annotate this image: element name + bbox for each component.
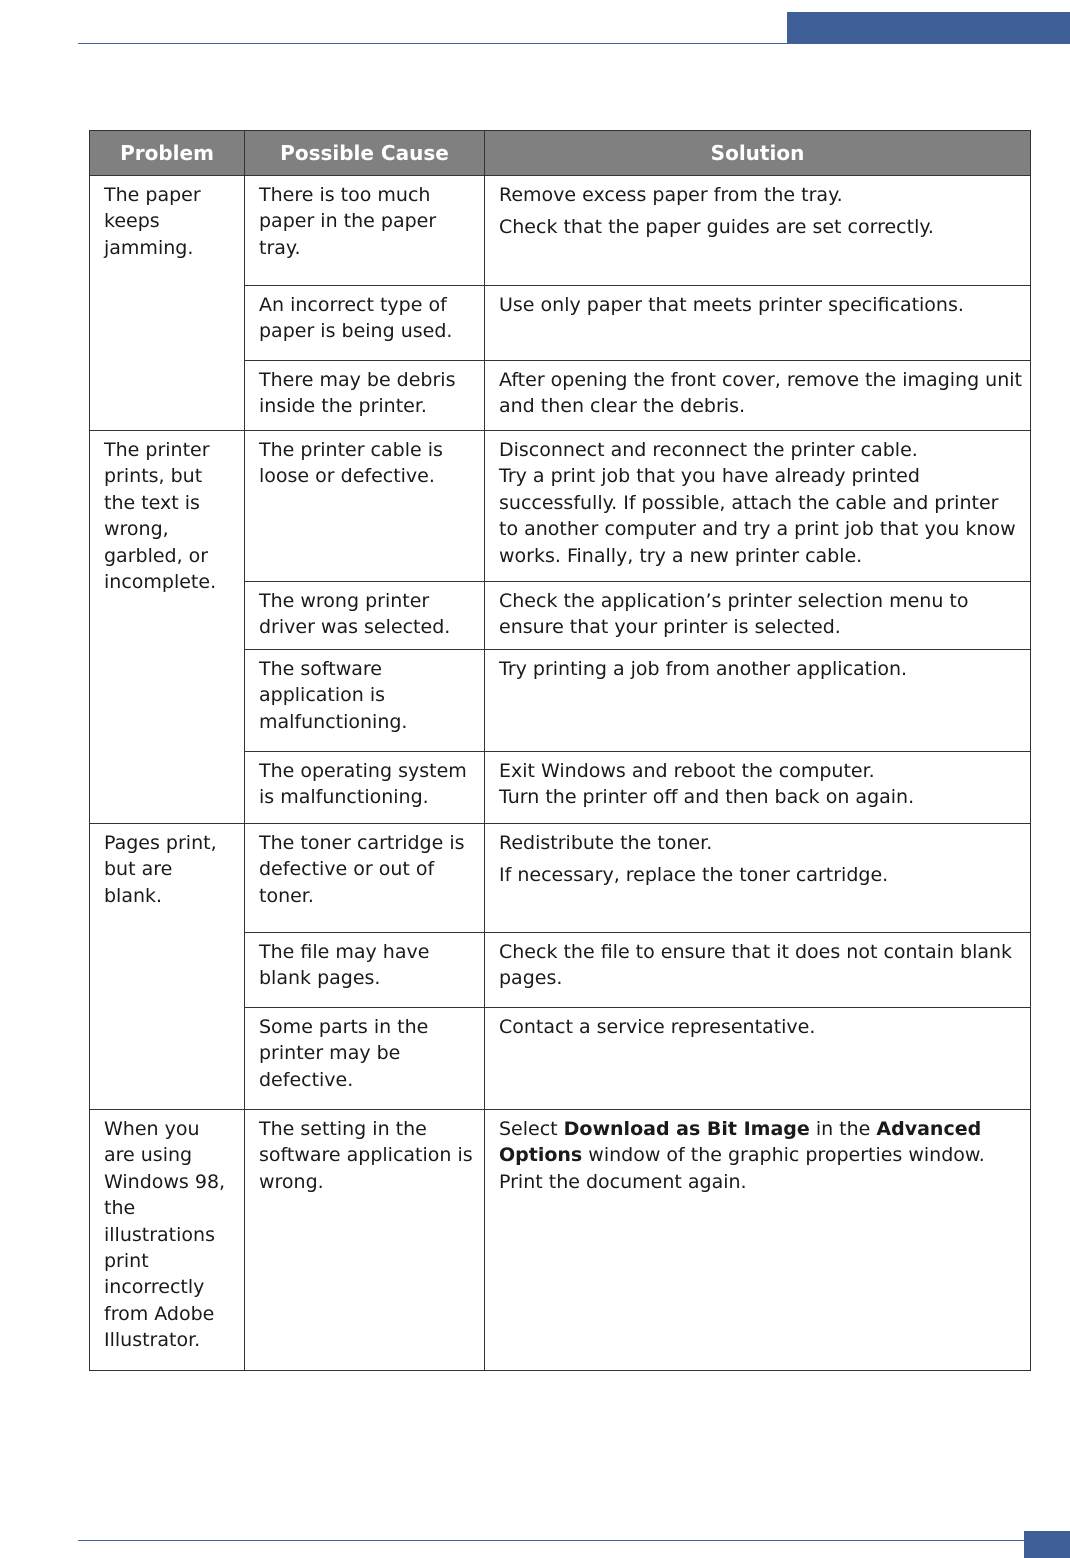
troubleshooting-table xyxy=(89,130,1031,1371)
table-row xyxy=(90,176,1031,286)
header-problem: Problem xyxy=(90,131,245,176)
solution-cell xyxy=(485,824,1031,933)
solution-cell xyxy=(485,650,1031,752)
solution-cell xyxy=(485,582,1031,650)
window-name: Advanced Options xyxy=(499,1118,982,1167)
solution-line: If necessary, replace the toner cartridge. xyxy=(499,864,889,887)
solution-line: Contact a service representative. xyxy=(499,1016,816,1038)
solution-text: Select xyxy=(499,1118,564,1140)
footer-rule xyxy=(78,1540,1070,1541)
problem-cell: When you are using Windows 98, the illustrations print incorrectly from Adobe Illustrator. xyxy=(90,1110,245,1371)
problem-cell: The printer prints, but the text is wrong, garbled, or incomplete. xyxy=(90,431,245,824)
solution-line: Try a print job that you have already printed successfully. If possible, attach the cable and printer to another computer and try a print job that you know works. Finally, try a new printer cable. xyxy=(499,465,1016,567)
solution-line: Print the document again. xyxy=(499,1170,747,1193)
cause-cell: The toner cartridge is defective or out of toner. xyxy=(245,824,485,933)
cause-cell: The printer cable is loose or defective. xyxy=(245,431,485,582)
cause-cell: Some parts in the printer may be defective. xyxy=(245,1008,485,1110)
solution-line: Use only paper that meets printer specifications. xyxy=(499,294,964,316)
problem-cell: The paper keeps jamming. xyxy=(90,176,245,431)
table-header-row xyxy=(90,131,1031,176)
cause-cell: The file may have blank pages. xyxy=(245,933,485,1008)
table-row xyxy=(90,824,1031,933)
solution-line: After opening the front cover, remove the imaging unit and then clear the debris. xyxy=(499,369,1022,418)
solution-line: Try printing a job from another application. xyxy=(499,658,908,680)
solution-cell xyxy=(485,1008,1031,1110)
solution-cell xyxy=(485,431,1031,582)
solution-line: Check the application’s printer selection menu to ensure that your printer is selected. xyxy=(499,590,969,639)
solution-cell xyxy=(485,1110,1031,1371)
solution-cell xyxy=(485,286,1031,361)
cause-cell: The wrong printer driver was selected. xyxy=(245,582,485,650)
cause-cell: There is too much paper in the paper tray. xyxy=(245,176,485,286)
cause-cell: The software application is malfunctioning. xyxy=(245,650,485,752)
solution-cell xyxy=(485,933,1031,1008)
solution-cell xyxy=(485,752,1031,824)
table-row xyxy=(90,431,1031,582)
solution-line: Remove excess paper from the tray. xyxy=(499,184,843,206)
problem-cell: Pages print, but are blank. xyxy=(90,824,245,1110)
solution-line: Redistribute the toner. xyxy=(499,832,713,854)
header-tab xyxy=(787,12,1070,44)
menu-option-name: Download as Bit Image xyxy=(563,1118,810,1140)
solution-line: Check the file to ensure that it does not contain blank pages. xyxy=(499,941,1013,990)
table-row xyxy=(90,1110,1031,1371)
header-possible-cause: Possible Cause xyxy=(245,131,485,176)
solution-line: Turn the printer off and then back on again. xyxy=(499,786,915,809)
solution-line: Check that the paper guides are set correctly. xyxy=(499,216,934,239)
solution-line xyxy=(499,1116,1022,1169)
solution-cell xyxy=(485,176,1031,286)
solution-cell xyxy=(485,361,1031,431)
footer-tab xyxy=(1024,1531,1070,1558)
cause-cell: An incorrect type of paper is being used. xyxy=(245,286,485,361)
solution-line: Exit Windows and reboot the computer. xyxy=(499,760,875,782)
header-solution: Solution xyxy=(485,131,1031,176)
header-rule xyxy=(78,43,1070,44)
solution-text: window of the graphic properties window. xyxy=(582,1144,985,1167)
cause-cell: There may be debris inside the printer. xyxy=(245,361,485,431)
solution-text: in the xyxy=(809,1118,877,1140)
cause-cell: The operating system is malfunctioning. xyxy=(245,752,485,824)
solution-line: Disconnect and reconnect the printer cable. xyxy=(499,439,918,461)
cause-cell: The setting in the software application is wrong. xyxy=(245,1110,485,1371)
